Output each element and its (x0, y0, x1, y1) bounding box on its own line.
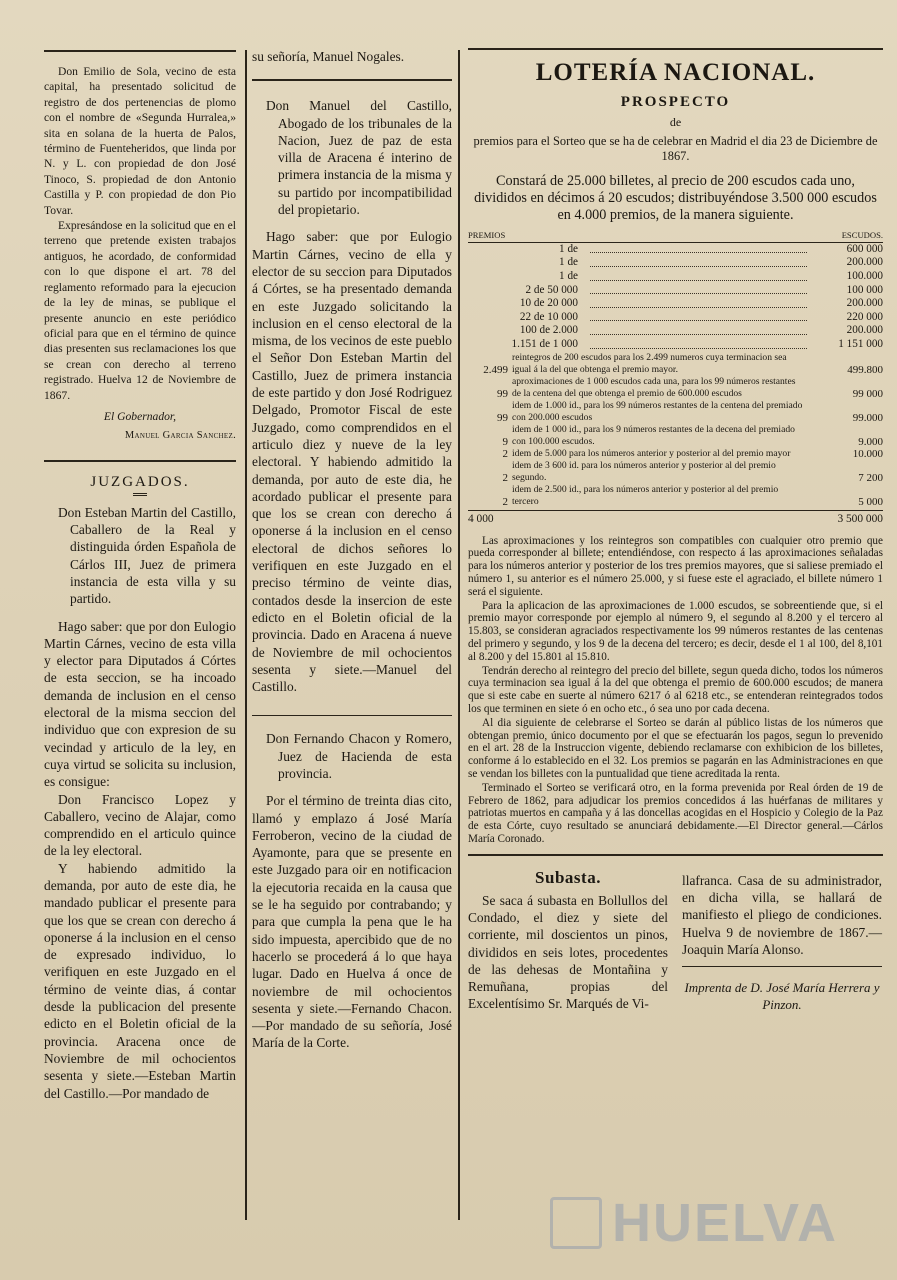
extra-value: 99.000 (852, 411, 883, 424)
prospecto-subtitle: PROSPECTO (620, 94, 731, 110)
section-rule (44, 460, 236, 462)
total-prizes: 4 000 (468, 512, 494, 525)
prize-value: 100 000 (846, 283, 883, 296)
edict-paragraph: Y habiendo admitido la demanda, por auto de este dia, he mandado publicar el presente para que los que se crean con derecho á oponerse á la inclusion en el censo de expresado individuo, lo verifiquen en este Juzgado en el término de veinte dias, á contar desde la publicacion del presente edicto en el Boletin oficial de la provincia. Aracena once de Noviembre de mil ochocientos sesenta y siete.—Esteban Martin del Castillo.—Por mandado de (44, 860, 236, 1101)
subasta-continuation: llafranca. Casa de su administrador, en dicha villa, se hallará de manifiesto el pliego de condiciones. Huelva 9 de noviembre de 1867.—Joaquin María Alonso. (682, 872, 882, 957)
prize-row (468, 324, 883, 338)
extra-count: 99 (497, 411, 508, 424)
dot-leader (590, 266, 807, 267)
rules-paragraph: Al dia siguiente de celebrarse el Sorteo se darán al público listas de los números que obtengan premio, único documento por el que se efectuarán los pagos, segun lo prevenido en el art. 28 de la Instruccion vigente, debiendo reclamarse con exhibicion de los billetes, conforme á lo establecido en el 32. Los premios se pagarán en las Administraciones en que se vendan los billetes con la puntualidad que tiene acreditada la renta. (468, 716, 883, 780)
dot-leader (590, 348, 807, 349)
prize-row (468, 284, 883, 298)
rules-paragraph: Las aproximaciones y los reintegros son compatibles con cualquier otro premio que pueda corresponder al billete; entendiéndose, con respecto á las aproximaciones señaladas para los números anterior y posterior de los tres premios mayores, que si saliese premiado el número 1, su anterior es el número 25.000, y si fuese este el agraciado, el billete número 1 será el siguiente. (468, 534, 883, 598)
prize-value: 100.000 (846, 270, 883, 282)
judge-intro: Don Manuel del Castillo, Abogado de los tribunales de la Nacion, Juez de paz de esta villa de Aracena é interino de primera instancia de la misma y su partido por incompatibilidad del propietario. (266, 98, 452, 218)
prize-head-left: PREMIOS (468, 229, 506, 240)
total-escudos: 3 500 000 (837, 512, 883, 525)
rules-paragraph: Para la aplicacion de las aproximaciones de 1.000 escudos, se sobreentiende que, si el premio mayor corresponde por ejemplo al número 9, el segundo al 8.200 y el tercero al 15.803, se consideran agraciados respectivamente los 99 números restantes de las centenas del primero y segundo, y los 9 de la decena del tercero; es decir, desde el 1 al 100, del 8,101 al 8.200 y del 15.801 al 15.810. (468, 599, 883, 663)
rules-paragraph: Terminado el Sorteo se verificará otro, en la forma prevenida por Real órden de 19 de Febrero de 1862, para adjudicar los premios concedidos á las huérfanas de militares y patriotas muertos en campaña y á las doncellas acogidas en el Hospicio y Colegio de la Paz de esta Córte, cuyo resultado se anunciará debidamente.—El Director general.—Cárlos María Coronado. (468, 781, 883, 845)
prize-extras (468, 352, 883, 508)
subasta-text: Se saca á subasta en Bollullos del Condado, el diez y siete del corriente, mil doscientos un pinos, divididos en seis lotes, procedentes de las dehesas de Montañina y Remuñana, propias del Excelentísimo Sr. Marqués de Vi- (468, 892, 668, 1012)
top-rule (44, 50, 236, 52)
prize-value: 1 151 000 (838, 337, 883, 350)
prize-extra-row (468, 484, 883, 508)
extra-count: 2 (502, 447, 508, 460)
rules-paragraph: Tendrán derecho al reintegro del precio del billete, segun queda dicho, todos los números cuya terminacion sea igual á la del que obtenga el premio de 600.000 escudos; de manera que si este cabe en suerte al número 6217 ó al 6218 etc., se entenderan reintegrados todos los que terminen en siete ó en ocho etc., ó sea uno por cada decena. (468, 664, 883, 715)
dot-leader (590, 252, 807, 253)
extra-description: idem de 2.500 id., para los números anterior y posterior al del premio tercero (512, 483, 779, 507)
prospecto-de: de (669, 115, 682, 129)
prize-value: 200.000 (846, 297, 883, 310)
prize-row (468, 243, 883, 257)
extra-description: idem de 5.000 para los números anterior y posterior al del premio mayor (512, 447, 791, 459)
prize-extra-row (468, 424, 883, 448)
column-2 (252, 0, 452, 1280)
prize-row (468, 256, 883, 270)
edict-paragraph: Hago saber: que por Eulogio Martin Cárnes, vecino de ella y elector de su seccion para Diputados á Córtes, se ha presentado demanda en este Juzgado solicitando la inclusion en el censo electoral de la misma, de los vecinos de este pueblo el Señor Don Esteban Martin del Castillo, Juez de primera instancia de este partido y don José Rodriguez Delgado, Promotor Fiscal de este Juzgado, como comprendidos en el articulo diez y nueve de la ley electoral. Y habiendo admitido la demanda, por auto de este dia, he acordado publicar el presente para que los se crean con derecho á oponerse á la inclusion en el censo electoral de dichos señores lo verifiquen en este Juzgado en el preciso término de veinte dias, contados desde la insercion de este edicto en el Boletin oficial de la provincia. Dado en Aracena á nueve de Noviembre de mil ochocientos sesenta y siete.—Manuel del Castillo. (252, 229, 452, 695)
lottery-constara: Constará de 25.000 billetes, al precio de 200 escudos cada uno, divididos en décimos á 20 escudos; distribuyéndose 3.500 000 escudos en 4.000 premios, de la manera siguiente. (474, 172, 877, 223)
dot-leader (590, 320, 807, 321)
dot-leader (590, 293, 807, 294)
prize-value: 200.000 (846, 324, 883, 337)
prize-label: 1 de (559, 242, 578, 255)
prize-row (468, 311, 883, 325)
extra-description: reintegros de 200 escudos para los 2.499 numeros cuya terminacion sea igual á la del que obtenga el premio mayor. (512, 351, 787, 375)
extra-count: 9 (502, 435, 508, 448)
extra-value: 5 000 (858, 495, 883, 508)
continuation-line: su señoría, Manuel Nogales. (252, 49, 405, 64)
section-rule (252, 715, 452, 716)
prize-row (468, 338, 883, 352)
subasta-section (468, 864, 883, 1013)
prize-label: 10 de 20 000 (519, 297, 578, 310)
extra-description: aproximaciones de 1 000 escudos cada una, para los 99 números restantes de la centena del que obtenga el premio de 600.000 escudos (512, 375, 796, 399)
prize-totals (468, 510, 883, 525)
gobernador-title: El Gobernador, (103, 409, 177, 423)
printer-rule (682, 966, 882, 967)
prize-extra-row (468, 376, 883, 400)
prize-extra-row (468, 448, 883, 460)
judge-intro: Don Esteban Martin del Castillo, Caballero de la Real y distinguida órden Española de Cárlos III, Juez de primera instancia de esta villa y su partido. (58, 504, 236, 607)
prize-label: 1 de (559, 270, 578, 282)
mine-notice-paragraph: Don Emilio de Sola, vecino de esta capital, ha presentado solicitud de registro de dos pertenencias de plomo con el nombre de «Segunda Hurralea,» sita en solana de la huerta de Palos, término de Fuenteheridos, que linda por N. y L. con propiedad de don José Tinoco, S. propiedad de don Antonio Castilla y P. con propiedad de don Pio Tovar. (44, 65, 236, 217)
prize-label: 22 de 10 000 (519, 310, 578, 323)
extra-description: idem de 1.000 id., para los 99 números restantes de la centena del premiado con 200.000 escudos (512, 399, 803, 423)
prize-extra-row (468, 400, 883, 424)
prize-value: 600 000 (846, 242, 883, 255)
prize-label: 1.151 de 1 000 (511, 337, 578, 350)
archive-watermark (550, 1188, 850, 1258)
extra-count: 2.499 (483, 363, 508, 376)
gobernador-signature: Manuel Garcia Sanchez. (124, 430, 236, 442)
prize-extra-row (468, 460, 883, 484)
mine-notice-paragraph: Expresándose en la solicitud que en el terreno que pretende existen trabajos antiguos, he acordado, de conformidad con lo que dispone el art. 78 del reglamento reformado para la ejecucion de la ley de minas, se publique el presente anuncio en este periódico oficial para que en el término de quince dias presenten sus reclamaciones los que se crean con derecho al terreno registrado. Huelva 12 de Noviembre de 1867. (44, 219, 236, 402)
extra-count: 99 (497, 387, 508, 400)
dot-leader (590, 334, 807, 335)
prize-label: 2 de 50 000 (525, 283, 578, 296)
edict-paragraph: Por el término de treinta dias cito, llamó y emplazo á José María Ferroberon, vecino de la ciudad de Ayamonte, para que se presente en este Juzgado para oir en notificacion la ejecutoria recaida en la causa que se le ha seguido por contrabando; y para que cumpla la pena que le ha sido impuesta, apercibido que de no hacerlo se procederá á lo que haya lugar. Dado en Huelva á once de noviembre de mil ochocientos sesenta y siete.—Fernando Chacon.—Por mandado de su señoría, José María de la Corte. (252, 793, 452, 1051)
extra-value: 7 200 (858, 471, 883, 484)
prize-label: 100 de 2.000 (519, 324, 578, 337)
subasta-left-column (468, 864, 668, 1013)
extra-value: 99 000 (852, 387, 883, 400)
column-divider (458, 50, 460, 1220)
heading-ornament (133, 493, 147, 496)
lottery-rules (468, 535, 883, 846)
extra-count: 2 (502, 471, 508, 484)
section-rule (468, 854, 883, 856)
judge-intro: Don Fernando Chacon y Romero, Juez de Hacienda de esta provincia. (266, 731, 452, 781)
extra-value: 10.000 (852, 447, 883, 460)
edict-paragraph: Hago saber: que por don Eulogio Martin Cárnes, vecino de esta villa y elector para Diputados á Córtes de esta seccion, se ha incoado demanda de inclusion en el censo electoral de la misma seccion del individuo que con expresion de su vecindad y articulo de la ley, en cuya virtud se solicita su inclusion, es consigue: (44, 618, 236, 790)
prize-value: 200.000 (846, 256, 883, 269)
extra-description: idem de 1 000 id., para los 9 números restantes de la decena del premiado con 100.000 escudos. (512, 423, 795, 447)
dot-leader (590, 280, 807, 281)
prize-extra-row (468, 352, 883, 376)
prize-value: 220 000 (846, 310, 883, 323)
column-3 (468, 0, 883, 1280)
top-rule (468, 48, 883, 50)
printer-imprint: Imprenta de D. José María Herrera y Pinzon. (684, 980, 880, 1013)
section-rule (252, 79, 452, 81)
extra-count: 2 (502, 495, 508, 508)
extra-description: idem de 3 600 id. para los números anterior y posterior al del premio segundo. (512, 459, 776, 483)
subasta-heading: Subasta. (535, 867, 601, 887)
prize-label: 1 de (559, 256, 578, 269)
watermark-text: HUELVA (612, 1193, 838, 1253)
prize-row (468, 270, 883, 284)
loteria-title: LOTERÍA NACIONAL. (535, 59, 816, 86)
subasta-right-column (682, 864, 882, 1013)
extra-value: 499.800 (847, 363, 883, 376)
lottery-intro: premios para el Sorteo que se ha de celebrar en Madrid el dia 23 de Diciembre de 1867. (473, 134, 878, 164)
extra-value: 9.000 (858, 435, 883, 448)
column-1 (44, 0, 236, 1280)
prize-row (468, 297, 883, 311)
dot-leader (590, 307, 807, 308)
watermark-logo-icon (550, 1197, 602, 1249)
juzgados-heading: JUZGADOS. (90, 473, 190, 490)
prize-table (468, 243, 883, 352)
prize-head-right: ESCUDOS. (841, 229, 883, 240)
edict-paragraph: Don Francisco Lopez y Caballero, vecino de Alajar, como comprendido en el articulo quince de la ley electoral. (44, 791, 236, 859)
prize-table-header (468, 230, 883, 243)
column-divider (245, 50, 247, 1220)
